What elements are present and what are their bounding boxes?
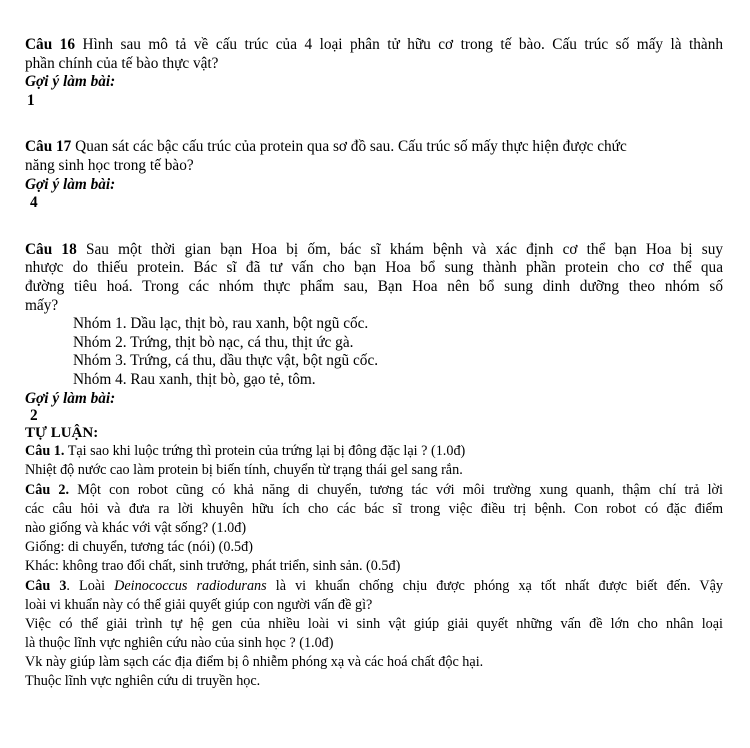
essay-question-2-line-2: các câu hỏi và đưa ra lời khuyên hữu ích cho các bác sĩ trong việc điều trị bệnh. Con robot có đặc điểm [25,500,723,517]
question-16-hint: Gợi ý làm bài: [25,73,116,91]
essay-question-3-line-2: loài vi khuẩn này có thể giải quyết giúp con người vấn đề gì? [25,596,373,613]
question-16-answer: 1 [27,91,35,109]
question-17-answer: 4 [30,194,38,212]
question-16 [25,36,723,110]
essay-question-3-label: Câu 3 [25,577,67,594]
essay-answer-1: Nhiệt độ nước cao làm protein bị biến tính, chuyển từ trạng thái gel sang rắn. [25,462,463,479]
essay-question-1-label: Câu 1. [25,443,65,460]
question-17-line-2: năng sinh học trong tế bào? [25,156,194,174]
question-18-answer: 2 [30,407,38,425]
question-18-hint: Gợi ý làm bài: [25,389,116,407]
question-18-line-3: đường tiêu hoá. Trong các nhóm thực phẩm sau, Bạn Hoa nên bổ sung dinh dưỡng theo nhóm số [25,277,723,295]
essay-answer-3-part-1: Vk này giúp làm sạch các địa điểm bị ô nhiễm phóng xạ và các hoá chất độc hại. [25,654,484,671]
question-17 [25,138,723,212]
essay-question-2-line-3: nào giống và khác với vật sống? (1.0đ) [25,519,247,536]
question-17-label: Câu 17 [25,138,72,156]
question-18 [25,241,723,424]
question-18-option-2: Nhóm 2. Trứng, thịt bò nạc, cá thu, thịt ức gà. [73,333,354,351]
essay-answer-2-different: Khác: không trao đổi chất, sinh trưởng, phát triển, sinh sản. (0.5đ) [25,558,401,575]
essay-question-3-line-3: Việc có thể giải trình tự hệ gen của nhiều loài vi sinh vật giúp giải quyết những vấn đề lớn cho nhân loại [25,615,723,632]
question-18-option-4: Nhóm 4. Rau xanh, thịt bò, gạo tẻ, tôm. [73,370,316,388]
essay-question-2-line-1: Câu 2. Một con robot cũng có khả năng di chuyển, tương tác với môi trường xung quanh, thậm chí trả lời [25,481,723,498]
question-16-label: Câu 16 [25,36,75,53]
essay-question-2-label: Câu 2. [25,481,70,498]
question-18-label: Câu 18 [25,240,77,258]
essay-section [25,424,723,689]
question-16-line-2: phần chính của tế bào thực vật? [25,54,219,72]
question-18-option-1: Nhóm 1. Dầu lạc, thịt bò, rau xanh, bột ngũ cốc. [73,315,369,333]
essay-answer-2-similar: Giống: di chuyển, tương tác (nói) (0.5đ) [25,539,253,556]
question-18-line-1: Câu 18 Sau một thời gian bạn Hoa bị ốm, bác sĩ khám bệnh và xác định cơ thể bạn Hoa bị suy [25,240,723,258]
species-name: Deinococcus radiodurans [114,577,267,594]
question-17-hint: Gợi ý làm bài: [25,175,116,193]
question-18-line-2: nhược do thiếu protein. Bác sĩ đã tư vấn cho bạn Hoa bổ sung thành phần protein cho cơ thể qua [25,259,723,277]
essay-question-3-line-1: Câu 3. Loài Deinococcus radiodurans là vi khuẩn chống chịu được phóng xạ tốt nhất được biết đến. Vậy [25,577,724,594]
document-page [25,36,723,690]
question-18-line-4: mấy? [25,296,59,314]
essay-question-1: Câu 1. Tại sao khi luộc trứng thì protein của trứng lại bị đông đặc lại ? (1.0đ) [25,443,466,460]
question-18-option-3: Nhóm 3. Trứng, cá thu, dầu thực vật, bột ngũ cốc. [73,352,379,370]
question-17-line-1: Câu 17 Quan sát các bậc cấu trúc của protein qua sơ đồ sau. Cấu trúc số mấy thực hiện được chức [25,138,627,156]
essay-answer-3-part-2: Thuộc lĩnh vực nghiên cứu di truyền học. [25,672,261,689]
essay-question-3-line-4: là thuộc lĩnh vực nghiên cứu nào của sinh học ? (1.0đ) [25,635,334,652]
essay-heading: TỰ LUẬN: [25,425,99,442]
question-16-line-1: Câu 16 Hình sau mô tả về cấu trúc của 4 loại phân tử hữu cơ trong tế bào. Cấu trúc số mấy là thành [25,36,724,53]
